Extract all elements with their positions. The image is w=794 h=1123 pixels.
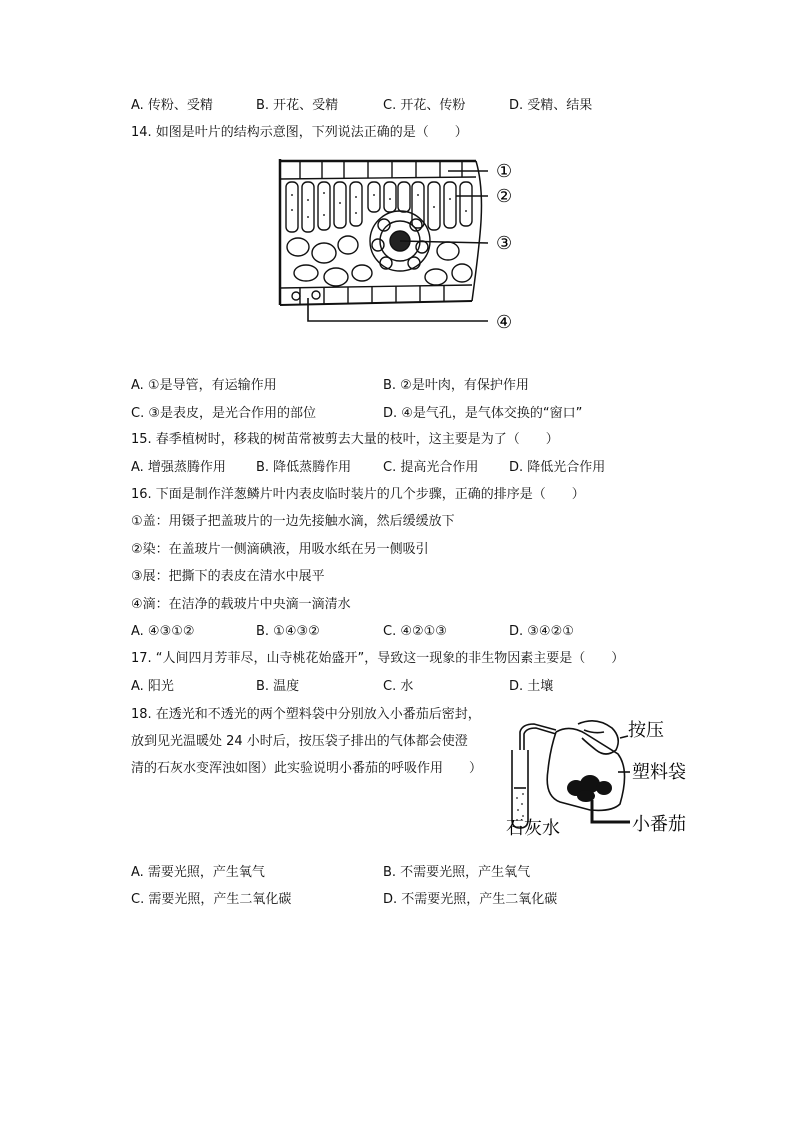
- q17-option-a: A. 阳光: [131, 679, 174, 694]
- label-press: 按压: [628, 720, 664, 741]
- q13-option-d: D. 受精、结果: [509, 98, 593, 113]
- q18-stem-line-1: 18. 在透光和不透光的两个塑料袋中分别放入小番茄后密封，: [131, 707, 481, 722]
- apparatus-drawing: [512, 721, 630, 828]
- q13-option-b: B. 开花、受精: [256, 98, 339, 113]
- q13-option-c: C. 开花、传粉: [383, 98, 466, 113]
- q17-option-d: D. 土壤: [509, 679, 554, 694]
- q15-option-a: A. 增强蒸腾作用: [131, 460, 226, 475]
- q16-step-4: ④滴：在洁净的载玻片中央滴一滴清水: [131, 597, 351, 612]
- q15-option-d: D. 降低光合作用: [509, 460, 606, 475]
- q16-option-a: A. ④③①②: [131, 624, 195, 639]
- figure-label-3: ③: [496, 233, 513, 254]
- q16-step-2: ②染：在盖玻片一侧滴碘液，用吸水纸在另一侧吸引: [131, 542, 429, 557]
- label-tomato: 小番茄: [632, 814, 686, 835]
- figure-label-1: ①: [496, 161, 513, 182]
- q18-option-a: A. 需要光照，产生氧气: [131, 865, 265, 880]
- test-tube: [512, 750, 528, 828]
- figure-label-4: ④: [496, 312, 513, 333]
- q16-step-3: ③展：把撕下的表皮在清水中展平: [131, 569, 325, 584]
- tomatoes: [567, 775, 612, 802]
- q16-option-c: C. ④②①③: [383, 624, 447, 639]
- q17-option-c: C. 水: [383, 679, 414, 694]
- q13-option-a: A. 传粉、受精: [131, 98, 213, 113]
- q18-stem-line-2: 放到见光温暖处 24 小时后，按压袋子排出的气体都会使澄: [131, 734, 468, 749]
- limewater-dots: [516, 793, 524, 821]
- q18-option-d: D. 不需要光照，产生二氧化碳: [383, 892, 558, 907]
- q16-option-d: D. ③④②①: [509, 624, 574, 639]
- q18-option-c: C. 需要光照，产生二氧化碳: [131, 892, 292, 907]
- leaf-structure-figure: [276, 155, 546, 350]
- q17-stem: 17. “人间四月芳菲尽，山寺桃花始盛开”，导致这一现象的非生物因素主要是（ ）: [131, 651, 625, 666]
- leaf-cross-section: [280, 159, 482, 305]
- q16-stem: 16. 下面是制作洋葱鳞片叶内表皮临时装片的几个步骤，正确的排序是（ ）: [131, 487, 585, 502]
- label-bag: 塑料袋: [632, 762, 686, 783]
- q15-option-b: B. 降低蒸腾作用: [256, 460, 352, 475]
- q17-option-b: B. 温度: [256, 679, 300, 694]
- q18-stem-line-3: 清的石灰水变浑浊如图）此实验说明小番茄的呼吸作用 ）: [131, 761, 483, 776]
- q15-stem: 15. 春季植树时，移栽的树苗常被剪去大量的枝叶，这主要是为了（ ）: [131, 432, 559, 447]
- q14-option-a: A. ①是导管，有运输作用: [131, 378, 277, 393]
- tomato-bag-figure: [500, 710, 700, 840]
- hand: [578, 721, 618, 754]
- q15-option-c: C. 提高光合作用: [383, 460, 479, 475]
- q18-option-b: B. 不需要光照，产生氧气: [383, 865, 531, 880]
- q14-stem: 14. 如图是叶片的结构示意图，下列说法正确的是（ ）: [131, 125, 468, 140]
- q14-option-c: C. ③是表皮，是光合作用的部位: [131, 406, 316, 421]
- q14-option-d: D. ④是气孔，是气体交换的“窗口”: [383, 406, 583, 421]
- figure-label-2: ②: [496, 186, 513, 207]
- q16-option-b: B. ①④③②: [256, 624, 320, 639]
- q16-step-1: ①盖：用镊子把盖玻片的一边先接触水滴，然后缓缓放下: [131, 514, 455, 529]
- q14-option-b: B. ②是叶肉，有保护作用: [383, 378, 529, 393]
- label-limewater: 石灰水: [506, 818, 560, 839]
